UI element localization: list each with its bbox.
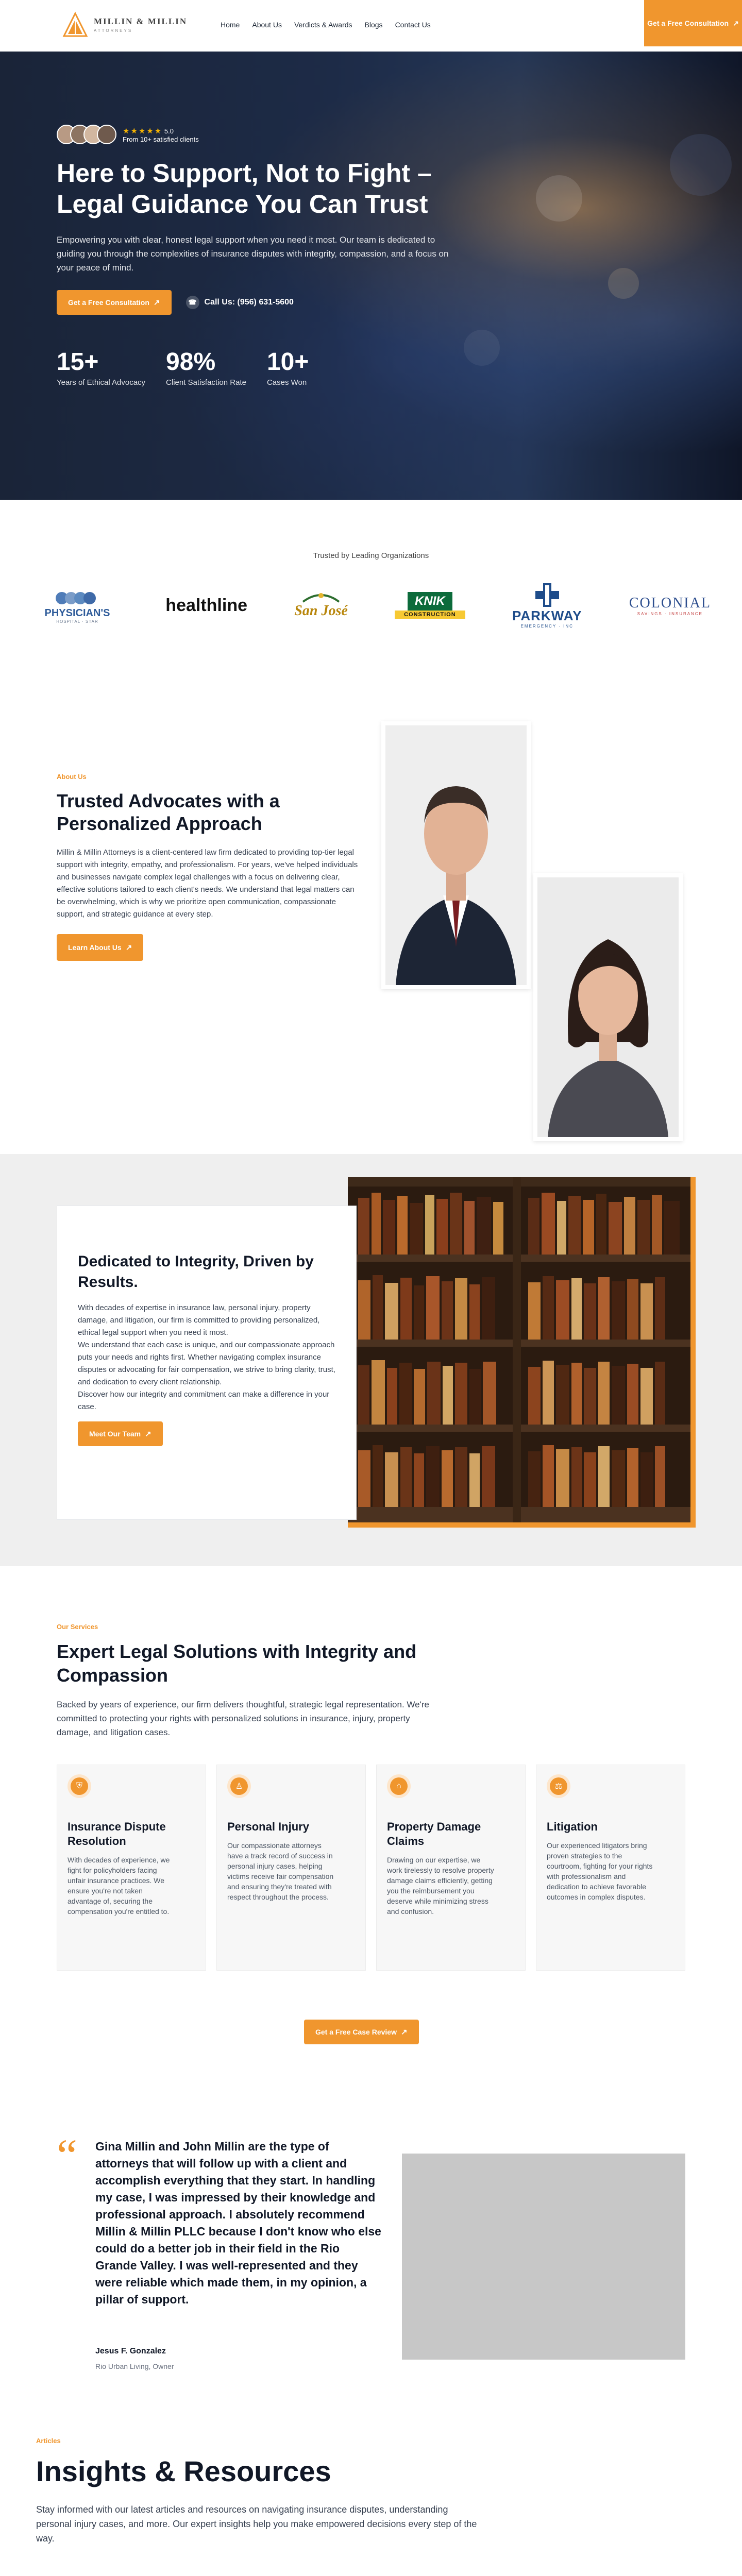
brand-logo[interactable] <box>62 11 187 38</box>
service-card-insurance[interactable] <box>57 1765 206 1971</box>
call-label: Call Us: (956) 631-5600 <box>204 298 294 307</box>
gavel-icon: ⚖ <box>547 1774 570 1798</box>
hero-stats <box>57 348 479 387</box>
service-body: With decades of experience, we fight for policyholders facing unfair insurance practices. We ensure you're not taken advantage of, securing the compensation you're entitled to. <box>68 1856 170 1916</box>
stat-years <box>57 348 145 387</box>
about-eyebrow: About Us <box>57 773 87 781</box>
service-card-property[interactable] <box>376 1765 526 1971</box>
arrow-up-right-icon: ↗ <box>145 1430 151 1438</box>
about-title: Trusted Advocates with a Personalized Approach <box>57 790 280 834</box>
bokeh-decoration <box>536 175 582 222</box>
site-header <box>0 0 742 52</box>
testimonial-name: Jesus F. Gonzalez <box>95 2347 166 2355</box>
call-link[interactable] <box>186 296 294 309</box>
service-body: Our compassionate attorneys have a track record of success in personal injury cases, helping victims receive fair compensation and ensuring they're treated with respect throughout the process. <box>227 1841 334 1901</box>
services-title: Expert Legal Solutions with Integrity and Compassion <box>57 1641 417 1686</box>
partner-logo-colonial <box>629 595 711 616</box>
arrow-up-right-icon: ↗ <box>153 298 160 307</box>
partner-logo-name: San José <box>294 603 348 619</box>
nav-item-home[interactable]: Home <box>221 21 240 29</box>
stat-label: Cases Won <box>266 378 307 387</box>
rating-value: 5.0 <box>164 127 174 135</box>
stat-label: Years of Ethical Advocacy <box>57 378 146 387</box>
rating-caption: From 10+ satisfied clients <box>123 135 199 143</box>
partner-logo-sanjose <box>294 591 347 619</box>
logo-name: MILLIN & MILLIN <box>94 16 188 26</box>
stat-number: 10+ <box>266 348 309 376</box>
shield-icon: ⛨ <box>68 1774 91 1798</box>
services-eyebrow: Our Services <box>57 1623 98 1631</box>
articles-section <box>0 2385 742 2576</box>
partner-logo-sub: SAVINGS · INSURANCE <box>637 611 703 616</box>
service-title: Personal Injury <box>227 1820 309 1833</box>
nav-consultation-button[interactable] <box>644 0 742 46</box>
nav-item-about[interactable]: About Us <box>252 21 282 29</box>
services-section <box>0 1566 742 2128</box>
nav-item-verdicts[interactable]: Verdicts & Awards <box>294 21 352 29</box>
stat-number: 98% <box>166 348 216 376</box>
services-intro: Backed by years of experience, our firm delivers thoughtful, strategic legal representation. We're committed to protecting your rights with personalized solutions in insurance, injury, property damage, and litigation cases. <box>57 1700 429 1737</box>
arrow-up-right-icon: ↗ <box>125 943 132 952</box>
case-review-label: Get a Free Case Review <box>315 2028 397 2036</box>
stat-label: Client Satisfaction Rate <box>166 378 246 387</box>
services-grid <box>57 1765 685 1971</box>
partner-logos <box>36 577 711 634</box>
service-card-injury[interactable] <box>216 1765 366 1971</box>
person-icon: ♙ <box>227 1774 251 1798</box>
partner-logo-name: PARKWAY <box>512 608 582 623</box>
main-nav <box>221 21 431 29</box>
bokeh-decoration <box>608 268 639 299</box>
bookshelf-image <box>348 1177 690 1522</box>
stat-number: 15+ <box>57 348 99 376</box>
learn-about-label: Learn About Us <box>68 943 122 952</box>
meet-team-label: Meet Our Team <box>89 1430 141 1438</box>
partner-logo-sub: HOSPITAL · STAR <box>56 619 98 624</box>
arrow-up-right-icon: ↗ <box>733 19 739 27</box>
service-body: Our experienced litigators bring proven strategies to the courtroom, fighting for your rights with professionalism and dedication to achieve favorable outcomes in complex disputes. <box>547 1841 653 1901</box>
testimonial-section <box>0 2128 742 2385</box>
trusted-title: Trusted by Leading Organizations <box>313 551 429 560</box>
hero-consultation-label: Get a Free Consultation <box>68 298 149 307</box>
house-icon: ⌂ <box>387 1774 411 1798</box>
nav-item-blogs[interactable]: Blogs <box>364 21 383 29</box>
meet-team-button[interactable] <box>78 1421 163 1446</box>
integrity-paragraph: We understand that each case is unique, and our compassionate approach puts your needs and rights first. Whether navigating complex insurance disputes or advocating for fair compensation, we strive to bring clarity, trust, and dedication to every client relationship. <box>78 1341 335 1386</box>
partner-logo-name: healthline <box>165 595 247 615</box>
service-title: Litigation <box>547 1820 598 1833</box>
bookshelf-frame <box>348 1177 696 1528</box>
testimonial-media-placeholder[interactable] <box>402 2154 685 2360</box>
attorney-photo-john <box>381 721 531 989</box>
partner-logo-name: KNIK <box>408 592 452 611</box>
partner-logo-name: PHYSICIAN'S <box>44 607 110 619</box>
rating-stars-icon: ★★★★★ <box>123 126 163 135</box>
testimonial-quote: Gina Millin and John Millin are the type of attorneys that will follow up with a client and accomplish everything that they start. In handling my case, I was impressed by their knowledge and professional approach. I absolutely recommend Millin & Millin PLLC because I don't know who else could do a better job in their field in the Rio Grande Valley. I was well-represented and they were reliable which made them, in my opinion, a pillar of support. <box>95 2140 381 2306</box>
integrity-card <box>57 1206 357 1520</box>
service-card-litigation[interactable] <box>536 1765 685 1971</box>
articles-eyebrow: Articles <box>36 2437 61 2445</box>
nav-consultation-label: Get a Free Consultation <box>647 19 729 27</box>
integrity-title: Dedicated to Integrity, Driven by Results. <box>78 1253 314 1291</box>
rating-block <box>123 126 199 143</box>
about-body: Millin & Millin Attorneys is a client-centered law firm dedicated to providing top-tier legal support with integrity, empathy, and professionalism. For years, we've helped individuals and businesses navigate complex legal challenges with a focus on delivering clear, effective solutions tailored to each client's needs. We understand that legal matters can be overwhelming, which is why we prioritize open communication, compassionate support, and strategic guidance at every step. <box>57 848 358 919</box>
testimonial-role: Rio Urban Living, Owner <box>95 2362 174 2370</box>
trusted-section <box>0 500 742 721</box>
client-avatars <box>57 125 479 144</box>
learn-about-button[interactable] <box>57 934 143 961</box>
bokeh-decoration <box>670 134 732 196</box>
about-section <box>0 721 742 1154</box>
logo-sub: ATTORNEYS <box>94 28 133 33</box>
hero-consultation-button[interactable] <box>57 290 172 315</box>
phone-icon: ☎ <box>186 296 199 309</box>
integrity-paragraph: Discover how our integrity and commitment can make a difference in your case. <box>78 1390 330 1411</box>
hero-title: Here to Support, Not to Fight – Legal Guidance You Can Trust <box>57 159 432 218</box>
stat-satisfaction <box>166 348 246 387</box>
service-title: Property Damage Claims <box>387 1820 481 1848</box>
partner-logo-sub: EMERGENCY · INC <box>520 624 574 629</box>
arrow-up-right-icon: ↗ <box>400 2028 408 2037</box>
case-review-button[interactable] <box>304 2020 419 2044</box>
partner-logo-sub: CONSTRUCTION <box>395 611 465 619</box>
attorney-photo-gina <box>533 873 683 1141</box>
articles-title: Insights & Resources <box>36 2455 331 2487</box>
integrity-paragraph: With decades of expertise in insurance law, personal injury, property damage, and litigation, our firm is committed to providing personalized, ethical legal support when you need it most. <box>78 1303 320 1337</box>
partner-logo-healthline <box>165 596 247 616</box>
hero-section <box>0 52 742 500</box>
partner-logo-name: COLONIAL <box>629 595 711 611</box>
partner-logo-parkway <box>512 582 582 629</box>
stat-cases <box>267 348 309 387</box>
quote-icon: “ <box>57 2130 77 2181</box>
nav-item-contact[interactable]: Contact Us <box>395 21 431 29</box>
partner-logo-knik <box>395 592 465 619</box>
avatar <box>97 125 116 144</box>
integrity-section <box>0 1154 742 1566</box>
service-body: Drawing on our expertise, we work tirelessly to resolve property damage claims efficiently, getting you the reimbursement you deserve while minimizing stress and confusion. <box>387 1856 494 1916</box>
logo-mark-icon <box>62 11 89 38</box>
partner-logo-physicians <box>36 587 119 624</box>
hero-lead: Empowering you with clear, honest legal support when you need it most. Our team is dedicated to guiding you through the complexities of insurance disputes with integrity, compassion, and a focus on your peace of mind. <box>57 235 449 273</box>
service-title: Insurance Dispute Resolution <box>68 1820 166 1848</box>
articles-intro: Stay informed with our latest articles and resources on navigating insurance disputes, understanding personal injury cases, and more. Our expert insights help you make empowered decisions every step of the way. <box>36 2504 477 2544</box>
